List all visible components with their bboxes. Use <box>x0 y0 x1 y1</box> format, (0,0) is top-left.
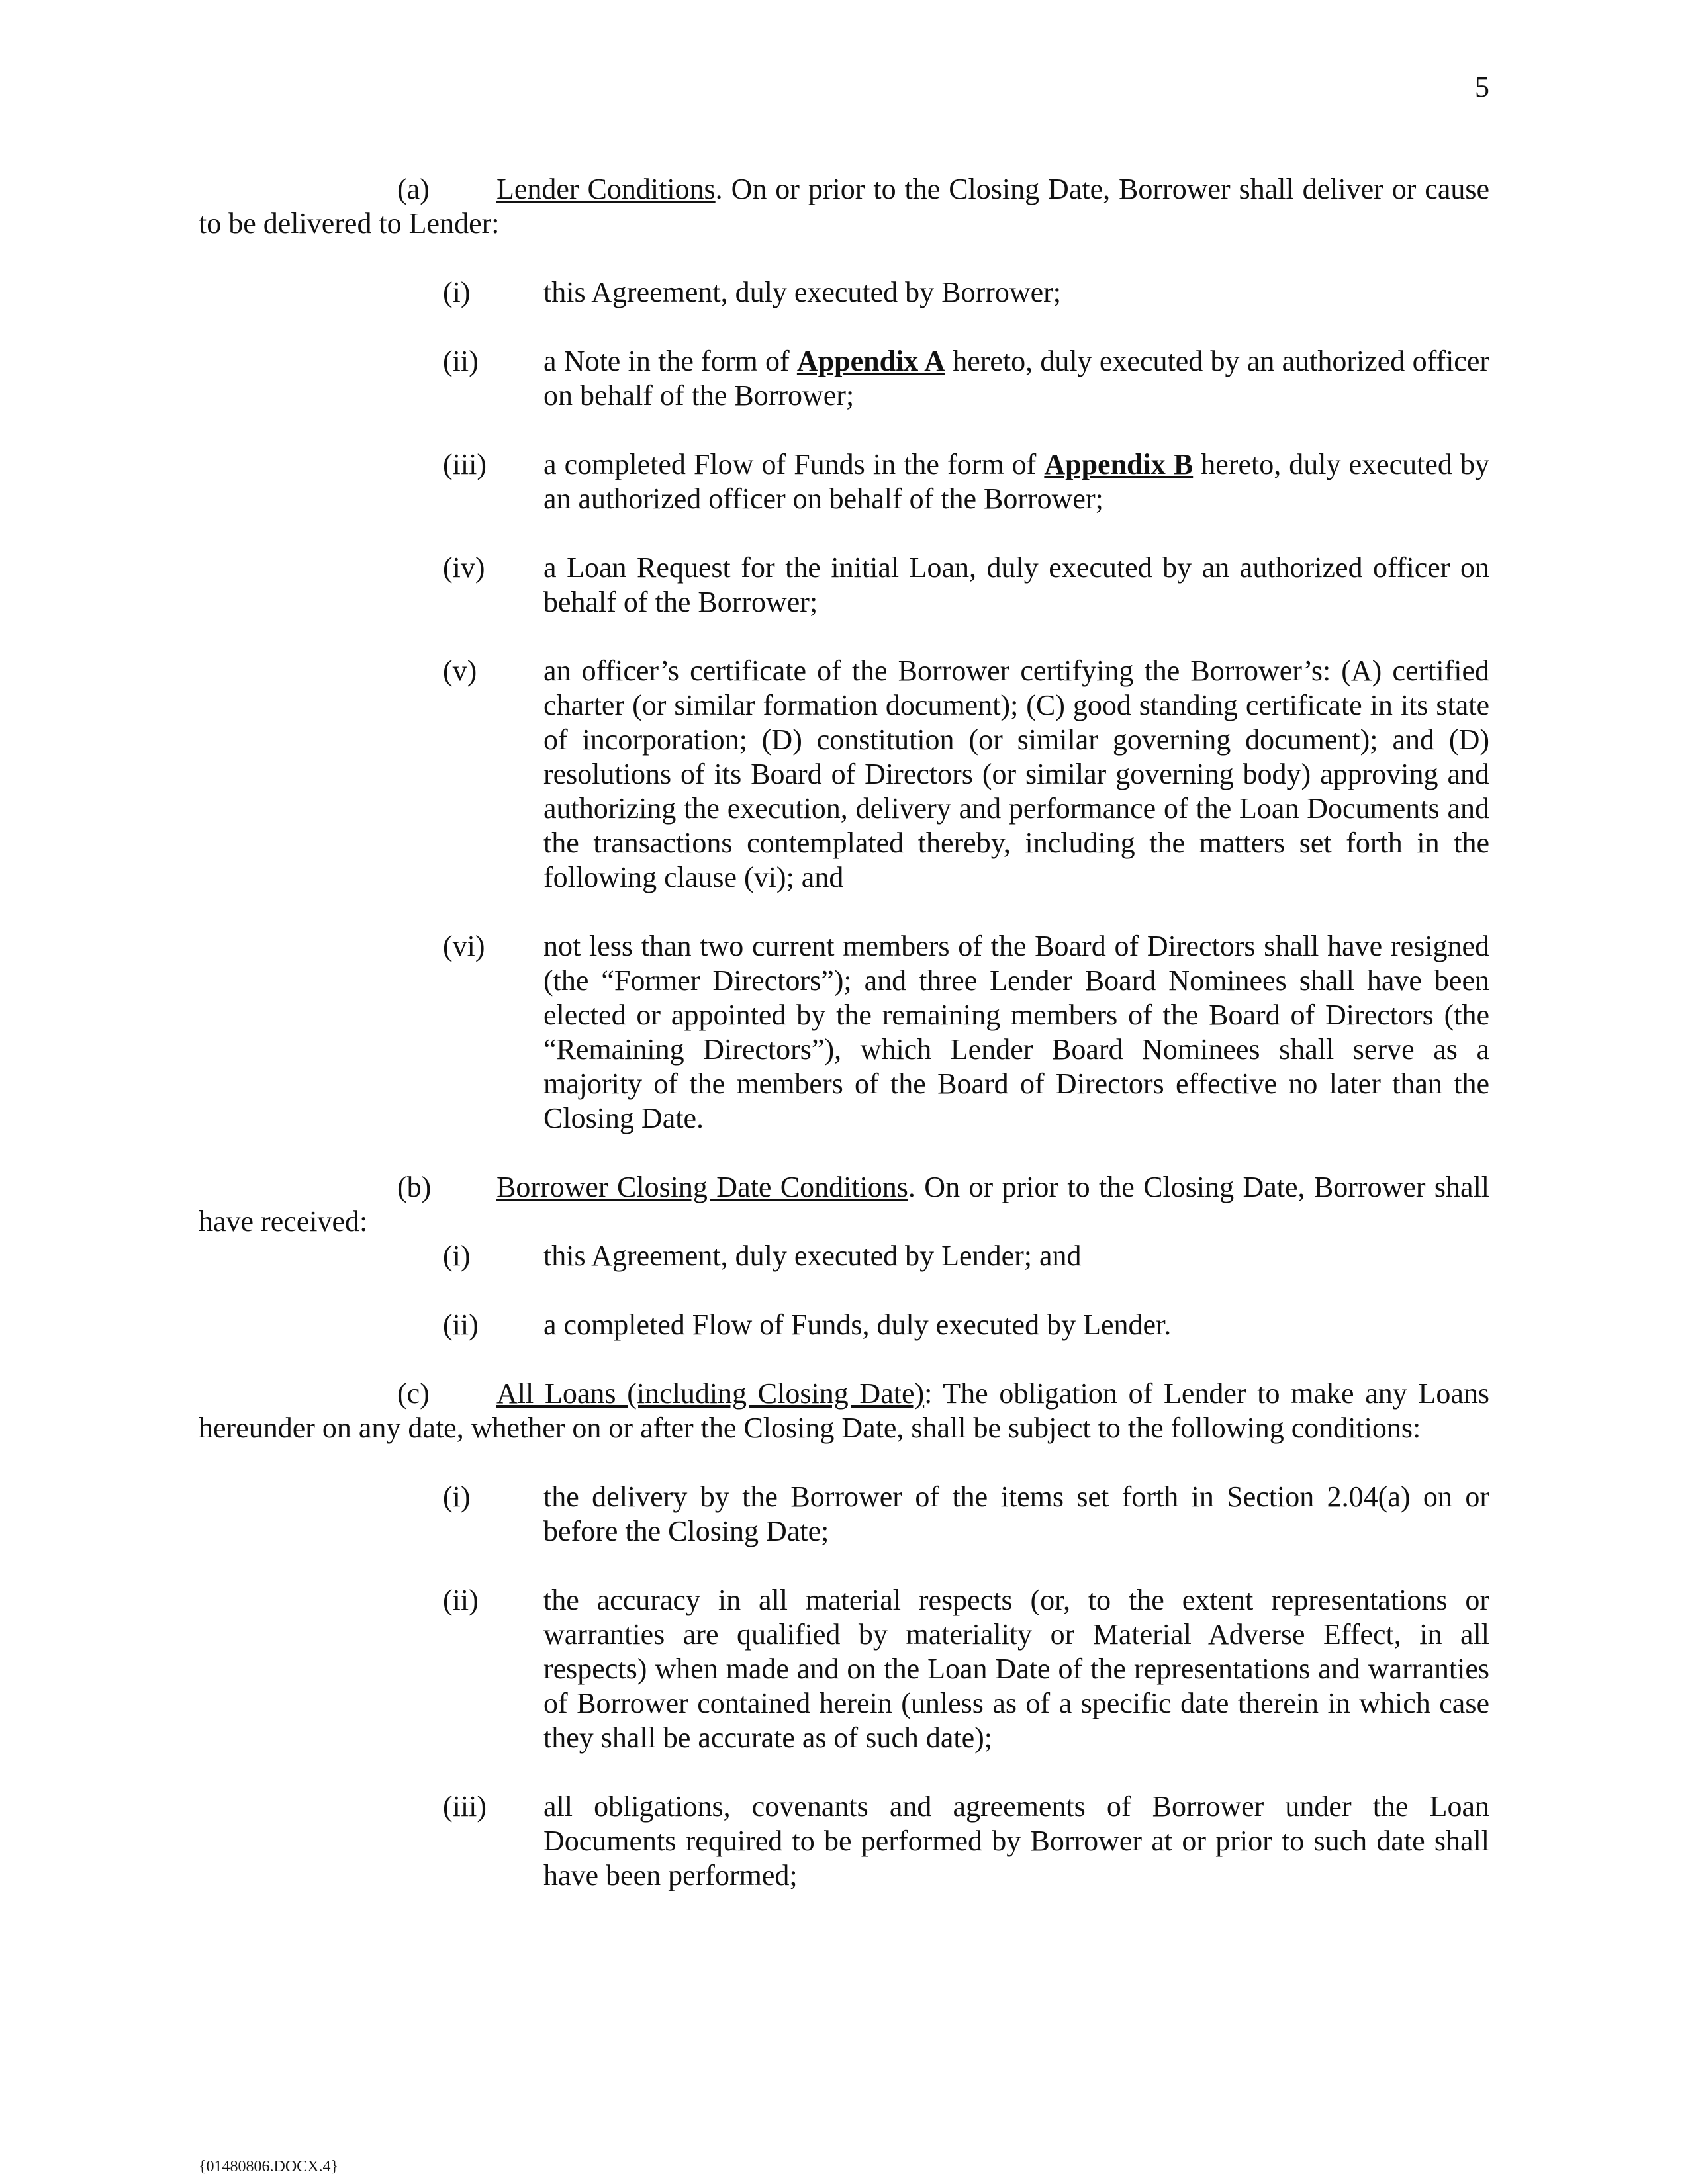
list-item <box>199 654 1489 895</box>
item-number: (i) <box>443 1480 471 1513</box>
section-b-letter: (b) <box>397 1171 432 1203</box>
section-b-heading: Borrower Closing Date Conditions <box>496 1171 908 1203</box>
section-c-heading: All Loans (including Closing Date) <box>496 1377 925 1410</box>
item-text: an officer’s certificate of the Borrower certifying the Borrower’s: (A) certified charter (or similar formation document); (C) good standing certificate in its state of incorporation; (D) constitution (or similar governing document); and (D) resolutions of its Board of Directors (or similar governing body) approving and authorizing the execution, delivery and performance of the Loan Documents and the transactions contemplated thereby, including the matters set forth in the following clause (vi); and <box>543 655 1489 893</box>
section-a-letter: (a) <box>397 173 430 205</box>
item-text-post: hereto, duly executed by an authorized officer on behalf of the Borrower; <box>543 345 1490 412</box>
section-c-items <box>199 1480 1489 1893</box>
item-text: this Agreement, duly executed by Lender; and <box>543 1240 1082 1272</box>
list-item <box>199 551 1489 619</box>
list-item <box>199 1790 1489 1893</box>
list-item <box>199 1308 1489 1342</box>
appendix-a-reference: Appendix A <box>796 345 945 377</box>
list-item <box>199 275 1489 310</box>
appendix-b-reference: Appendix B <box>1044 448 1194 480</box>
list-item <box>199 447 1489 516</box>
item-number: (iii) <box>443 448 487 480</box>
list-item <box>199 1239 1489 1273</box>
item-number: (ii) <box>443 345 479 377</box>
section-b-paragraph <box>199 1170 1489 1239</box>
item-number: (iii) <box>443 1790 487 1823</box>
item-number: (v) <box>443 655 477 687</box>
section-c-intro: : The obligation of Lender to make any Loans hereunder on any date, whether on or after the Closing Date, shall be subject to the following conditions: <box>199 1377 1489 1444</box>
section-c-letter: (c) <box>397 1377 430 1410</box>
item-text-post: hereto, duly executed by an authorized officer on behalf of the Borrower; <box>543 448 1489 515</box>
list-item <box>199 929 1489 1136</box>
item-text: the accuracy in all material respects (or, to the extent representations or warranties are qualified by materiality or Material Adverse Effect, in all respects) when made and on the Loan Date of the representations and warranties of Borrower contained herein (unless as of a specific date therein in which case they shall be accurate as of such date); <box>543 1584 1489 1754</box>
item-text-pre: a completed Flow of Funds in the form of <box>543 448 1045 480</box>
item-text: not less than two current members of the Board of Directors shall have resigned (the “Former Directors”); and three Lender Board Nominees shall have been elected or appointed by the remaining members of the Board of Directors (the “Remaining Directors”), which Lender Board Nominees shall serve as a majority of the members of the Board of Directors effective no later than the Closing Date. <box>543 930 1489 1134</box>
list-item <box>199 1583 1489 1755</box>
item-text: a Loan Request for the initial Loan, duly executed by an authorized officer on behalf of the Borrower; <box>543 551 1489 618</box>
page-number: 5 <box>1475 71 1489 103</box>
item-text: this Agreement, duly executed by Borrower; <box>543 276 1062 308</box>
item-number: (iv) <box>443 551 485 584</box>
item-number: (i) <box>443 276 471 308</box>
section-a-heading: Lender Conditions <box>496 173 716 205</box>
item-number: (i) <box>443 1240 471 1272</box>
section-a-items <box>199 275 1489 1136</box>
document-footer-id: {01480806.DOCX.4} <box>199 2158 339 2175</box>
item-number: (ii) <box>443 1584 479 1616</box>
document-body <box>199 172 1489 1893</box>
list-item <box>199 1480 1489 1549</box>
section-a-paragraph <box>199 172 1489 241</box>
item-number: (vi) <box>443 930 485 962</box>
item-number: (ii) <box>443 1308 479 1341</box>
item-text: a completed Flow of Funds, duly executed by Lender. <box>543 1308 1172 1341</box>
item-text: the delivery by the Borrower of the items set forth in Section 2.04(a) on or before the Closing Date; <box>543 1480 1489 1547</box>
section-b-intro: . On or prior to the Closing Date, Borrower shall have received: <box>199 1171 1490 1238</box>
section-a-intro: . On or prior to the Closing Date, Borrower shall deliver or cause to be delivered to Lender: <box>199 173 1489 240</box>
list-item <box>199 344 1489 413</box>
section-b-items <box>199 1239 1489 1342</box>
section-c-paragraph <box>199 1377 1489 1445</box>
item-text-pre: a Note in the form of <box>543 345 797 377</box>
item-text: all obligations, covenants and agreements of Borrower under the Loan Documents required to be performed by Borrower at or prior to such date shall have been performed; <box>543 1790 1489 1891</box>
